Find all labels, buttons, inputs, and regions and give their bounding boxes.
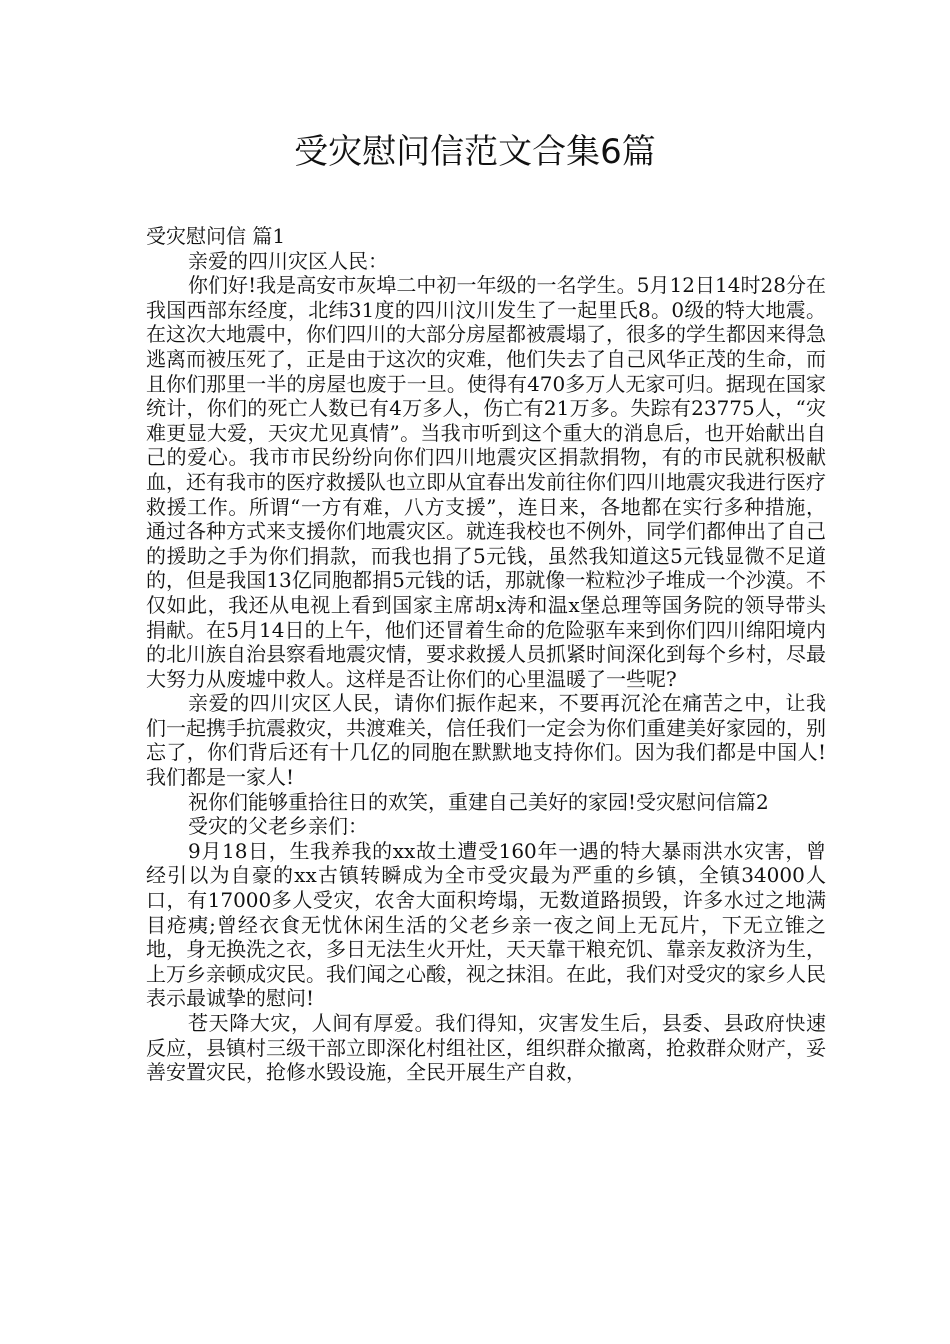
document-title: 受灾慰问信范文合集6篇	[294, 132, 656, 172]
salutation: 亲爱的四川灾区人民：	[188, 248, 388, 273]
body-paragraph: 你们好!我是高安市灰埠二中初一年级的一名学生。5月12日14时28分在我国西部东经度，北纬31度的四川汶川发生了一起里氏8。0级的特大地震。在这次大地震中，你们四川的大部分房屋都被震塌了，很多的学生都因来得急逃离而被压死了，正是由于这次的灾难，他们失去了自己风华正茂的生命，而且你们那里一半的房屋也废于一旦。使得有470多万人无家可归。据现在国家统计，你们的死亡人数已有4万多人，伤亡有21万多。失踪有23775人，“灾难更显大爱，天灾尤见真情”。当我市听到这个重大的消息后，也开始献出自己的爱心。我市市民纷纷向你们四川地震灾区捐款捐物，有的市民就积极献血，还有我市的医疗救援队也立即从宜春出发前往你们四川地震灾我进行医疗救援工作。所谓“一方有难，八方支援”，连日来，各地都在实行多种措施，通过各种方式来支援你们地震灾区。就连我校也不例外，同学们都伸出了自己的援助之手为你们捐款，而我也捐了5元钱，虽然我知道这5元钱显微不足道的，但是我国13亿同胞都捐5元钱的话，那就像一粒粒沙子堆成一个沙漠。不仅如此，我还从电视上看到国家主席胡x涛和温x堡总理等国务院的领导带头捐献。在5月14日的上午，他们还冒着生命的危险驱车来到你们四川绵阳境内的北川族自治县察看地震灾情，要求救援人员抓紧时间深化到每个乡村，尽最大努力从废墟中救人。这样是否让你们的心里温暖了一些呢?	[146, 273, 826, 691]
body-paragraph: 祝你们能够重拾往日的欢笑，重建自己美好的家园!受灾慰问信篇2	[188, 789, 769, 814]
body-paragraph: 亲爱的四川灾区人民，请你们振作起来，不要再沉沦在痛苦之中，让我们一起携手抗震救灾，共渡难关，信任我们一定会为你们重建美好家园的，别忘了，你们背后还有十几亿的同胞在默默地支持你们。因为我们都是中国人!我们都是一家人!	[146, 691, 826, 790]
body-paragraph: 9月18日，生我养我的xx故土遭受160年一遇的特大暴雨洪水灾害，曾经引以为自豪的xx古镇转瞬成为全市受灾最为严重的乡镇，全镇34000人口，有17000多人受灾，农舍大面积垮塌，无数道路损毁，许多水过之地满目疮痍;曾经衣食无忧休闲生活的父老乡亲一夜之间上无瓦片，下无立锥之地，身无换洗之衣，多日无法生火开灶，天天靠干粮充饥、靠亲友救济为生，上万乡亲顿成灾民。我们闻之心酸，视之抹泪。在此，我们对受灾的家乡人民表示最诚挚的慰问!	[146, 838, 826, 1011]
section-heading: 受灾慰问信 篇1	[146, 224, 286, 248]
body-paragraph: 苍天降大灾，人间有厚爱。我们得知，灾害发生后，县委、县政府快速反应，县镇村三级干部立即深化村组社区，组织群众撤离，抢救群众财产，妥善安置灾民，抢修水毁设施，全民开展生产自救，	[146, 1011, 826, 1085]
document-body	[146, 224, 826, 1085]
salutation: 受灾的父老乡亲们：	[188, 814, 368, 839]
